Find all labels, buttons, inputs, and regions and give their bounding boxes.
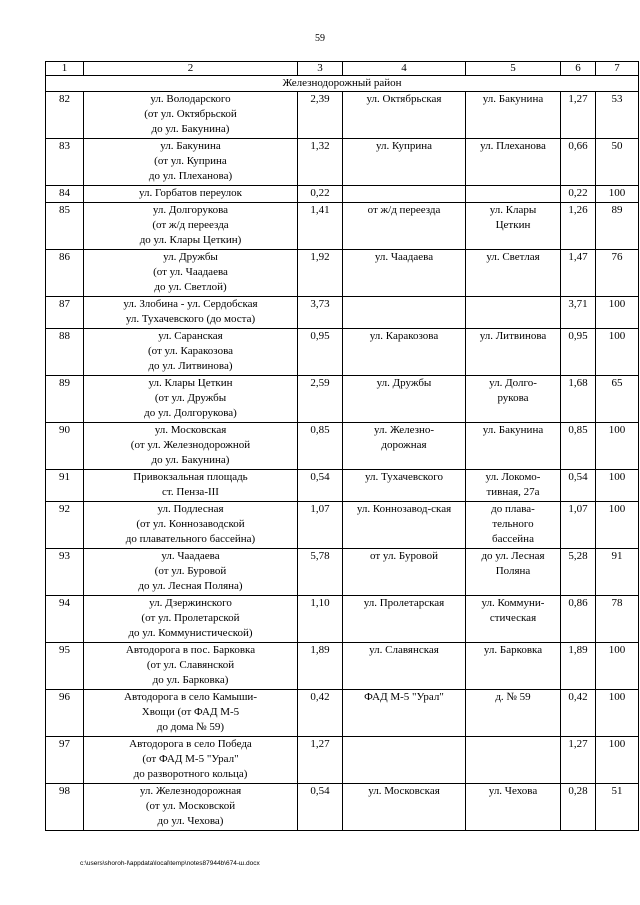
percent: 100 <box>596 470 639 502</box>
column-number: 1 <box>46 62 84 76</box>
row-number: 94 <box>46 596 84 643</box>
length-km: 0,95 <box>298 329 343 376</box>
percent: 100 <box>596 690 639 737</box>
row-number: 83 <box>46 139 84 186</box>
start-point: ул. Славянская <box>343 643 466 690</box>
column-number: 7 <box>596 62 639 76</box>
end-point <box>466 737 561 784</box>
repaired-km: 0,66 <box>561 139 596 186</box>
street-name: ул. Дружбы (от ул. Чаадаева до ул. Светлой) <box>84 250 298 297</box>
street-name: ул. Клары Цеткин (от ул. Дружбы до ул. Долгорукова) <box>84 376 298 423</box>
table-row <box>46 423 639 470</box>
percent: 51 <box>596 784 639 831</box>
row-number: 89 <box>46 376 84 423</box>
length-km: 2,39 <box>298 92 343 139</box>
row-number: 95 <box>46 643 84 690</box>
length-km: 0,22 <box>298 186 343 203</box>
street-name: ул. Злобина - ул. Сердобская ул. Тухачевского (до моста) <box>84 297 298 329</box>
end-point: ул. Чехова <box>466 784 561 831</box>
table-row <box>46 250 639 297</box>
percent: 78 <box>596 596 639 643</box>
percent: 100 <box>596 423 639 470</box>
percent: 89 <box>596 203 639 250</box>
table-row <box>46 203 639 250</box>
table-row <box>46 470 639 502</box>
repaired-km: 1,07 <box>561 502 596 549</box>
end-point: ул. Локомо- тивная, 27а <box>466 470 561 502</box>
street-name: ул. Бакунина (от ул. Куприна до ул. Плеханова) <box>84 139 298 186</box>
start-point: ул. Пролетарская <box>343 596 466 643</box>
street-name: ул. Саранская (от ул. Каракозова до ул. Литвинова) <box>84 329 298 376</box>
roads-table <box>45 61 639 831</box>
end-point: до плава- тельного бассейна <box>466 502 561 549</box>
row-number: 85 <box>46 203 84 250</box>
start-point: ул. Тухачевского <box>343 470 466 502</box>
start-point <box>343 297 466 329</box>
start-point <box>343 186 466 203</box>
percent: 100 <box>596 502 639 549</box>
row-number: 91 <box>46 470 84 502</box>
start-point: ул. Октябрьская <box>343 92 466 139</box>
length-km: 1,07 <box>298 502 343 549</box>
table-row <box>46 643 639 690</box>
table-row <box>46 784 639 831</box>
column-number: 6 <box>561 62 596 76</box>
length-km: 1,89 <box>298 643 343 690</box>
end-point: ул. Бакунина <box>466 92 561 139</box>
length-km: 5,78 <box>298 549 343 596</box>
footer-file-path: c:\users\shoroh-l\appdata\local\temp\notes87944b\674-ш.docx <box>80 860 260 867</box>
length-km: 0,42 <box>298 690 343 737</box>
repaired-km: 3,71 <box>561 297 596 329</box>
repaired-km: 0,86 <box>561 596 596 643</box>
length-km: 1,27 <box>298 737 343 784</box>
table-row <box>46 376 639 423</box>
street-name: Автодорога в село Победа (от ФАД М-5 "Урал" до разворотного кольца) <box>84 737 298 784</box>
start-point: ул. Московская <box>343 784 466 831</box>
street-name: ул. Володарского (от ул. Октябрьской до ул. Бакунина) <box>84 92 298 139</box>
street-name: ул. Чаадаева (от ул. Буровой до ул. Лесная Поляна) <box>84 549 298 596</box>
start-point: ФАД М-5 "Урал" <box>343 690 466 737</box>
end-point: ул. Бакунина <box>466 423 561 470</box>
column-number: 3 <box>298 62 343 76</box>
percent: 100 <box>596 329 639 376</box>
repaired-km: 0,95 <box>561 329 596 376</box>
row-number: 86 <box>46 250 84 297</box>
table-row <box>46 139 639 186</box>
row-number: 98 <box>46 784 84 831</box>
repaired-km: 0,85 <box>561 423 596 470</box>
percent: 100 <box>596 186 639 203</box>
percent: 100 <box>596 297 639 329</box>
start-point: ул. Дружбы <box>343 376 466 423</box>
repaired-km: 5,28 <box>561 549 596 596</box>
street-name: ул. Дзержинского (от ул. Пролетарской до ул. Коммунистической) <box>84 596 298 643</box>
start-point: ул. Каракозова <box>343 329 466 376</box>
column-number: 4 <box>343 62 466 76</box>
length-km: 0,54 <box>298 784 343 831</box>
length-km: 1,92 <box>298 250 343 297</box>
repaired-km: 1,47 <box>561 250 596 297</box>
length-km: 3,73 <box>298 297 343 329</box>
start-point: от ж/д переезда <box>343 203 466 250</box>
repaired-km: 0,28 <box>561 784 596 831</box>
repaired-km: 1,27 <box>561 92 596 139</box>
start-point: ул. Железно- дорожная <box>343 423 466 470</box>
repaired-km: 0,54 <box>561 470 596 502</box>
table-row <box>46 596 639 643</box>
row-number: 92 <box>46 502 84 549</box>
street-name: ул. Железнодорожная (от ул. Московской до ул. Чехова) <box>84 784 298 831</box>
table-row <box>46 186 639 203</box>
table-row <box>46 737 639 784</box>
percent: 76 <box>596 250 639 297</box>
end-point: ул. Коммуни- стическая <box>466 596 561 643</box>
row-number: 93 <box>46 549 84 596</box>
percent: 100 <box>596 737 639 784</box>
end-point: д. № 59 <box>466 690 561 737</box>
row-number: 84 <box>46 186 84 203</box>
start-point: ул. Куприна <box>343 139 466 186</box>
street-name: Привокзальная площадь ст. Пенза-III <box>84 470 298 502</box>
length-km: 0,85 <box>298 423 343 470</box>
street-name: Автодорога в пос. Барковка (от ул. Славянской до ул. Барковка) <box>84 643 298 690</box>
length-km: 1,32 <box>298 139 343 186</box>
column-number: 5 <box>466 62 561 76</box>
street-name: ул. Подлесная (от ул. Коннозаводской до плавательного бассейна) <box>84 502 298 549</box>
percent: 65 <box>596 376 639 423</box>
end-point: ул. Светлая <box>466 250 561 297</box>
end-point: ул. Клары Цеткин <box>466 203 561 250</box>
table-row <box>46 502 639 549</box>
length-km: 1,41 <box>298 203 343 250</box>
repaired-km: 1,26 <box>561 203 596 250</box>
row-number: 96 <box>46 690 84 737</box>
start-point <box>343 737 466 784</box>
repaired-km: 0,42 <box>561 690 596 737</box>
row-number: 87 <box>46 297 84 329</box>
repaired-km: 1,89 <box>561 643 596 690</box>
start-point: ул. Чаадаева <box>343 250 466 297</box>
row-number: 97 <box>46 737 84 784</box>
repaired-km: 0,22 <box>561 186 596 203</box>
percent: 91 <box>596 549 639 596</box>
row-number: 88 <box>46 329 84 376</box>
page-number: 59 <box>315 33 325 44</box>
end-point: ул. Литвинова <box>466 329 561 376</box>
length-km: 2,59 <box>298 376 343 423</box>
column-numbers-row <box>46 62 639 76</box>
district-row <box>46 76 639 92</box>
length-km: 0,54 <box>298 470 343 502</box>
repaired-km: 1,68 <box>561 376 596 423</box>
street-name: ул. Долгорукова (от ж/д переезда до ул. Клары Цеткин) <box>84 203 298 250</box>
row-number: 82 <box>46 92 84 139</box>
start-point: от ул. Буровой <box>343 549 466 596</box>
percent: 50 <box>596 139 639 186</box>
end-point <box>466 186 561 203</box>
repaired-km: 1,27 <box>561 737 596 784</box>
district-name: Железнодорожный район <box>46 76 639 92</box>
length-km: 1,10 <box>298 596 343 643</box>
table-row <box>46 549 639 596</box>
end-point: ул. Плеханова <box>466 139 561 186</box>
table-row <box>46 92 639 139</box>
end-point <box>466 297 561 329</box>
table-row <box>46 690 639 737</box>
end-point: ул. Долго- рукова <box>466 376 561 423</box>
row-number: 90 <box>46 423 84 470</box>
table-row <box>46 329 639 376</box>
percent: 53 <box>596 92 639 139</box>
start-point: ул. Коннозавод-ская <box>343 502 466 549</box>
street-name: ул. Горбатов переулок <box>84 186 298 203</box>
end-point: до ул. Лесная Поляна <box>466 549 561 596</box>
street-name: ул. Московская (от ул. Железнодорожной до ул. Бакунина) <box>84 423 298 470</box>
column-number: 2 <box>84 62 298 76</box>
end-point: ул. Барковка <box>466 643 561 690</box>
percent: 100 <box>596 643 639 690</box>
table-row <box>46 297 639 329</box>
street-name: Автодорога в село Камыши- Хвощи (от ФАД М-5 до дома № 59) <box>84 690 298 737</box>
